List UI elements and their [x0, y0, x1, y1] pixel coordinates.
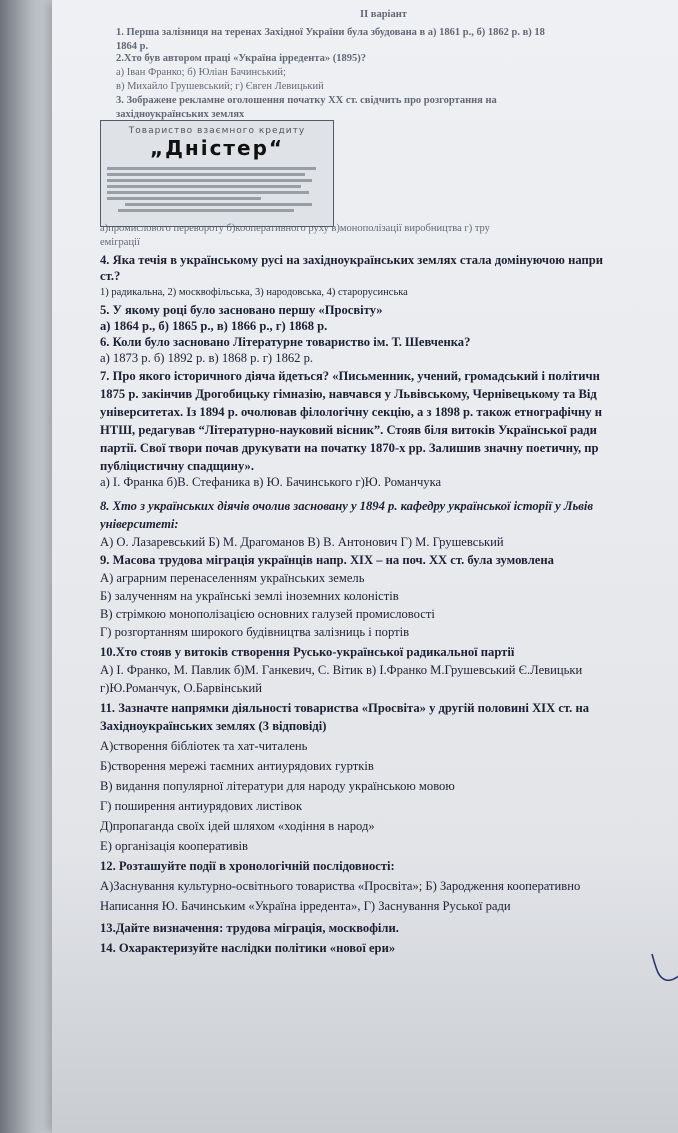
paper-sheet [52, 0, 678, 1133]
q7-line-3: університетах. Із 1894 р. очолював філологічну секцію, а з 1898 р. також етнографічну н [100, 405, 602, 419]
q2-options-b: в) Михайло Грушевський; г) Євген Левицький [116, 81, 324, 92]
q9-option-b: Б) залученням на українські землі іноземних колоністів [100, 589, 399, 603]
q7-line-4: НТШ, редагував “Літературно-науковий вісник”. Стояв біля витоків Української ради [100, 423, 597, 437]
q7-line-5: партії. Свої твори почав друкувати на початку 1870-х рр. Залишив значну поетичну, пр [100, 441, 599, 455]
q8-options: А) О. Лазаревський Б) М. Драгоманов В) В. Антонович Г) М. Грушевський [100, 535, 504, 549]
q3-options: а)промислового перевороту б)кооперативного руху в)монополізації виробництва г) тру [100, 223, 490, 234]
q11-option-f: Е) організація кооперативів [100, 839, 248, 853]
q12-events-cont: Написання Ю. Бачинським «Україна ірредента», Г) Заснування Руської ради [100, 899, 511, 913]
q11-option-c: В) видання популярної літератури для народу українською мовою [100, 779, 455, 793]
q4-line-cont: ст.? [100, 269, 121, 283]
page-edge-left [0, 0, 52, 1133]
q6-options: а) 1873 р. б) 1892 р. в) 1868 р. г) 1862 р. [100, 351, 314, 365]
q5-options: а) 1864 р., б) 1865 р., в) 1866 р., г) 1868 р. [100, 319, 328, 333]
q11-option-e: Д)пропаганда своїх ідей шляхом «ходіння в народ» [100, 819, 375, 833]
q11-option-a: А)створення бібліотек та хат-читалень [100, 739, 308, 753]
ad-body-text [101, 162, 333, 217]
ad-title: „Дністер“ [149, 136, 285, 161]
q11-line: 11. Зазначте напрямки діяльності товариства «Просвіта» у другій половині XIX ст. на [100, 701, 589, 715]
variant-label: II варіант [360, 9, 407, 20]
q2-line: 2.Хто був автором праці «Україна ірредента» (1895)? [116, 53, 366, 64]
q10-options: А) І. Франко, М. Павлик б)М. Ганкевич, С. Вітик в) І.Франко М.Грушевський Є.Левицьки [100, 663, 583, 677]
q8-line-cont: університеті: [100, 517, 179, 531]
q3-line: 3. Зображене рекламне оголошення початку XX ст. свідчить про розгортання на [116, 95, 497, 106]
q11-option-b: Б)створення мережі таємних антиурядових гуртків [100, 759, 374, 773]
q5-line: 5. У якому році було засновано першу «Просвіту» [100, 303, 383, 317]
q6-line: 6. Коли було засновано Літературне товариство ім. Т. Шевченка? [100, 335, 471, 349]
pen-checkmark-icon [648, 950, 678, 990]
q11-line-cont: Західноукраїнських землях (3 відповіді) [100, 719, 327, 733]
q7-line: 7. Про якого історичного діяча йдеться? «Письменник, учений, громадський і політичн [100, 369, 600, 383]
q11-option-d: Г) поширення антиурядових листівок [100, 799, 303, 813]
q1-line: 1. Перша залізниця на теренах Західної України була збудована в а) 1861 р., б) 1862 р. в) 18 [116, 27, 545, 38]
q7-options: а) І. Франка б)В. Стефаника в) Ю. Бачинського г)Ю. Романчука [100, 475, 442, 489]
q10-line: 10.Хто стояв у витоків створення Русько-української радикальної партії [100, 645, 515, 659]
q3-line-cont: західноукраїнських землях [116, 109, 245, 120]
q12-events: А)Заснування культурно-освітнього товариства «Просвіта»; Б) Зародження кооперативно [100, 879, 581, 893]
q7-line-2: 1875 р. закінчив Дрогобицьку гімназію, навчався у Львівському, Чернівецькому та Від [100, 387, 597, 401]
q1-line-cont: 1864 р. [116, 41, 149, 52]
q4-line: 4. Яка течія в українському русі на західноукраїнських землях стала домінуючою напри [100, 253, 603, 267]
q9-option-a: А) аграрним перенаселенням українських земель [100, 571, 365, 585]
q2-options-a: а) Іван Франко; б) Юліан Бачинський; [116, 67, 286, 78]
q12-line: 12. Розташуйте події в хронологічній послідовності: [100, 859, 395, 873]
advertisement-image [100, 120, 334, 227]
q8-line: 8. Хто з українських діячів очолив засновану у 1894 р. кафедру української історії у Львів [100, 499, 593, 513]
q3-options-cont: еміграції [100, 237, 140, 248]
q10-options-cont: г)Ю.Романчук, О.Барвінський [100, 681, 262, 695]
q9-option-d: Г) розгортанням широкого будівництва залізниць і портів [100, 625, 410, 639]
q9-option-c: В) стрімкою монополізацією основних галузей промисловості [100, 607, 435, 621]
q13-line: 13.Дайте визначення: трудова міграція, москвофіли. [100, 921, 399, 935]
q9-line: 9. Масова трудова міграція українців напр. XIX – на поч. XX ст. була зумовлена [100, 553, 554, 567]
q4-options: 1) радикальна, 2) москвофільська, 3) народовська, 4) старорусинська [100, 287, 408, 298]
q7-line-6: публіцистичну спадщину». [100, 459, 254, 473]
ad-header: Товариство взаємного кредиту [128, 126, 306, 136]
q14-line: 14. Охарактеризуйте наслідки політики «нової ери» [100, 941, 396, 955]
